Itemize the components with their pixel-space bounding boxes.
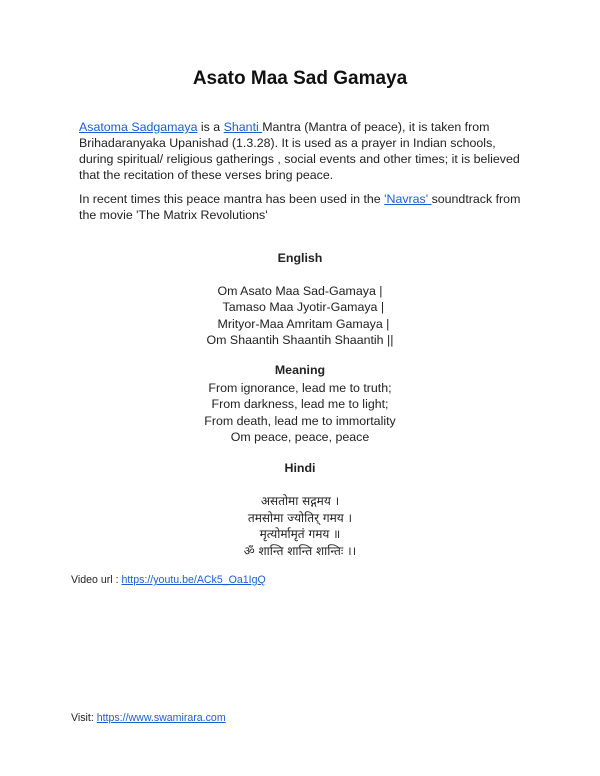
meaning-line: From darkness, lead me to light;: [211, 397, 389, 412]
hindi-line: तमसोमा ज्योतिर् गमय ।: [247, 510, 353, 525]
english-line: Mrityor-Maa Amritam Gamaya |: [210, 316, 390, 331]
english-line: Tamaso Maa Jyotir-Gamaya |: [215, 300, 385, 315]
meaning-verse: [0, 380, 600, 445]
visit-line: [71, 712, 226, 724]
meaning-line: From ignorance, lead me to truth;: [208, 381, 392, 395]
recent-text-2: soundtrack from the movie 'The Matrix Revolutions': [79, 192, 521, 222]
intro-text-2: Mantra (Mantra of peace), it is taken from Brihadaranyaka Upanishad (1.3.28). It is used as a prayer in Indian schools, during spiritual/ religious gatherings , social events and other times; it is believed that the recitation of these verses bring peace.: [79, 120, 520, 182]
asatoma-sadgamaya-link[interactable]: Asatoma Sadgamaya: [79, 120, 198, 134]
navras-link[interactable]: 'Navras': [384, 192, 432, 206]
shanti-link[interactable]: Shanti: [223, 120, 263, 134]
intro-text-1: is a: [197, 120, 224, 134]
hindi-line: मृत्योर्मामृतं गमय ॥: [259, 527, 341, 541]
page-title: Asato Maa Sad Gamaya: [192, 68, 408, 89]
meaning-line: From death, lead me to immortality: [204, 413, 396, 428]
hindi-line: असतोमा सद्गमय ।: [260, 494, 340, 508]
hindi-verse: [0, 493, 600, 559]
english-heading: English: [277, 251, 323, 265]
english-line: Om Asato Maa Sad-Gamaya |: [217, 284, 383, 298]
meaning-heading: Meaning: [274, 363, 326, 377]
english-line: Om Shaantih Shaantih Shaantih ||: [206, 332, 394, 347]
video-url-link[interactable]: https://youtu.be/ACk5_Oa1IgQ: [121, 574, 266, 586]
hindi-heading: Hindi: [284, 461, 316, 475]
recent-paragraph: [79, 191, 529, 223]
video-url-line: [71, 574, 266, 586]
intro-paragraph: [79, 119, 529, 183]
visit-url-link[interactable]: https://www.swamirara.com: [96, 712, 226, 724]
visit-label: Visit:: [71, 712, 97, 724]
hindi-line: ॐ शान्ति शान्ति शान्तिः ।।: [243, 543, 357, 558]
english-verse: [0, 283, 600, 348]
recent-text-1: In recent times this peace mantra has been used in the: [79, 192, 385, 206]
video-label: Video url :: [71, 574, 122, 586]
meaning-line: Om peace, peace, peace: [230, 429, 370, 444]
